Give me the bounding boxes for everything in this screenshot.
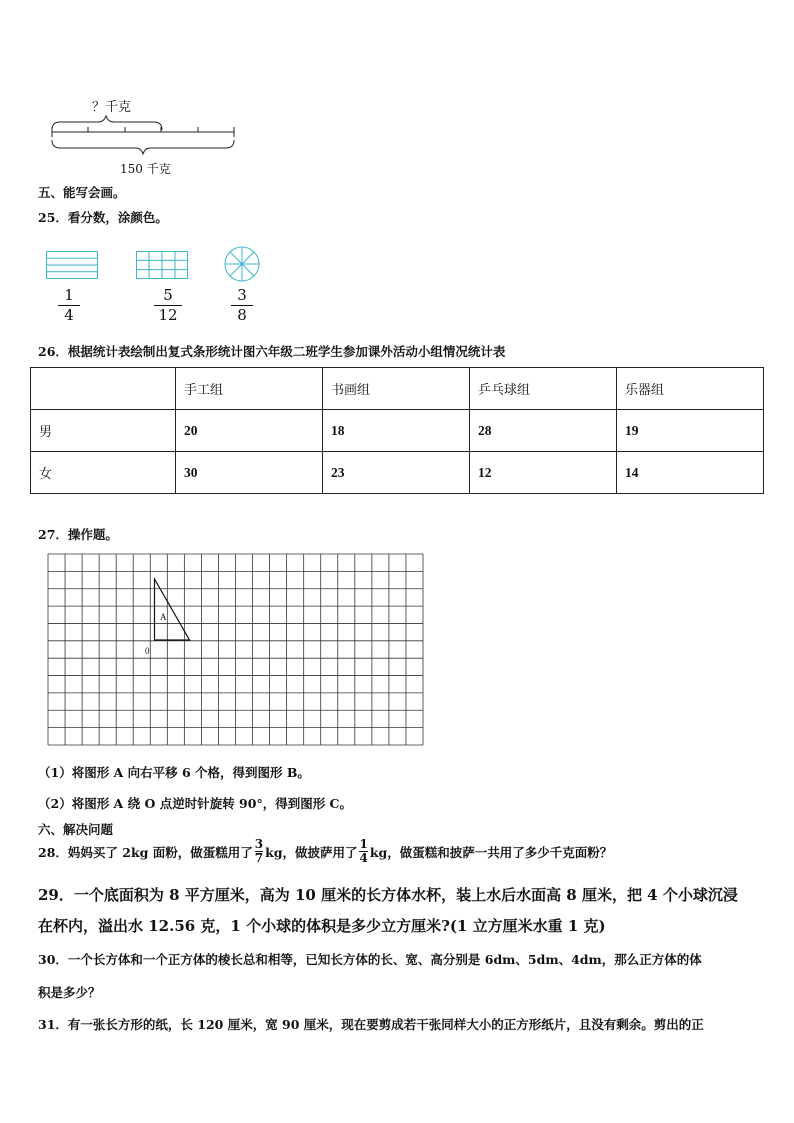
fraction-denominator: 4 [359, 851, 368, 865]
fraction-numerator: 3 [237, 286, 247, 304]
grid-lines [48, 554, 423, 745]
fraction-denominator: 8 [237, 306, 247, 324]
fraction-numerator: 1 [64, 286, 74, 304]
q25-shape-rect-quarters[interactable] [46, 251, 98, 279]
table-header-cell: 乒乓球组 [470, 368, 617, 410]
table-header-cell [31, 368, 176, 410]
q25-fraction-3 [231, 287, 253, 324]
top-label: ？千克 [92, 100, 132, 115]
q25-fraction-2 [154, 287, 182, 324]
q25-shape-rect-twelfths[interactable] [136, 251, 188, 279]
q25-fraction-1 [58, 287, 80, 324]
table-cell: 18 [323, 410, 470, 452]
fraction-denominator: 4 [64, 306, 74, 324]
q27-grid[interactable] [47, 553, 424, 746]
q27-step2: （2）将图形 A 绕 O 点逆时针旋转 90°，得到图形 C。 [38, 796, 352, 811]
top-brace [52, 116, 162, 130]
q27-title: 27．操作题。 [38, 527, 118, 542]
q28-part2: kg，做披萨用了 [265, 844, 358, 860]
q28-part3: kg，做蛋糕和披萨一共用了多少千克面粉？ [369, 844, 613, 860]
q25-title: 25．看分数，涂颜色。 [38, 210, 168, 225]
table-row [31, 410, 764, 452]
table-header-cell: 手工组 [176, 368, 323, 410]
table-cell: 23 [323, 452, 470, 494]
segment-diagram [40, 110, 245, 160]
point-o-label: 0 [145, 646, 150, 656]
q26-title: 26．根据统计表绘制出复式条形统计图六年级二班学生参加课外活动小组情况统计表 [38, 344, 506, 359]
bottom-label: 150 千克 [120, 162, 171, 176]
table-cell: 28 [470, 410, 617, 452]
q29-line1: 29．一个底面积为 8 平方厘米，高为 10 厘米的长方体水杯，装上水后水面高 8 厘米，把 4 个小球沉浸 [38, 886, 738, 904]
shape-a-label: A [160, 612, 167, 622]
q30-line2: 积是多少？ [38, 985, 101, 1000]
fraction-numerator: 3 [254, 837, 264, 851]
q30-line1: 30．一个长方体和一个正方体的棱长总和相等，已知长方体的长、宽、高分别是 6dm、5dm、4dm，那么正方体的体 [38, 952, 702, 967]
q31-line1: 31．有一张长方形的纸，长 120 厘米，宽 90 厘米，现在要剪成若干张同样大小的正方形纸片，且没有剩余。剪出的正 [38, 1017, 704, 1032]
table-header-cell: 乐器组 [617, 368, 764, 410]
q27-step1: （1）将图形 A 向右平移 6 个格，得到图形 B。 [38, 765, 310, 780]
q28-fraction-pizza [359, 838, 367, 865]
fraction-numerator: 5 [163, 286, 173, 304]
table-row-label: 男 [31, 410, 176, 452]
q28-part1: 28．妈妈买了 2kg 面粉，做蛋糕用了 [38, 844, 253, 860]
section5-heading: 五、能写会画。 [38, 185, 126, 200]
table-cell: 12 [470, 452, 617, 494]
section6-heading: 六、解决问题 [38, 822, 114, 837]
fraction-denominator: 12 [158, 306, 178, 324]
table-cell: 30 [176, 452, 323, 494]
fraction-numerator: 1 [359, 837, 368, 851]
q28-fraction-cake [255, 838, 263, 865]
table-row [31, 452, 764, 494]
table-cell: 14 [617, 452, 764, 494]
bottom-brace [52, 140, 234, 154]
q28-text [38, 838, 612, 865]
q25-shape-circle-eighths[interactable] [224, 246, 260, 282]
table-row-label: 女 [31, 452, 176, 494]
table-header-row [31, 368, 764, 410]
q26-stat-table [30, 367, 764, 494]
q29-line2: 在杯内，溢出水 12.56 克，1 个小球的体积是多少立方厘米?(1 立方厘米水重 1 克) [38, 917, 606, 935]
fraction-denominator: 7 [254, 851, 264, 865]
table-cell: 20 [176, 410, 323, 452]
table-cell: 19 [617, 410, 764, 452]
table-header-cell: 书画组 [323, 368, 470, 410]
